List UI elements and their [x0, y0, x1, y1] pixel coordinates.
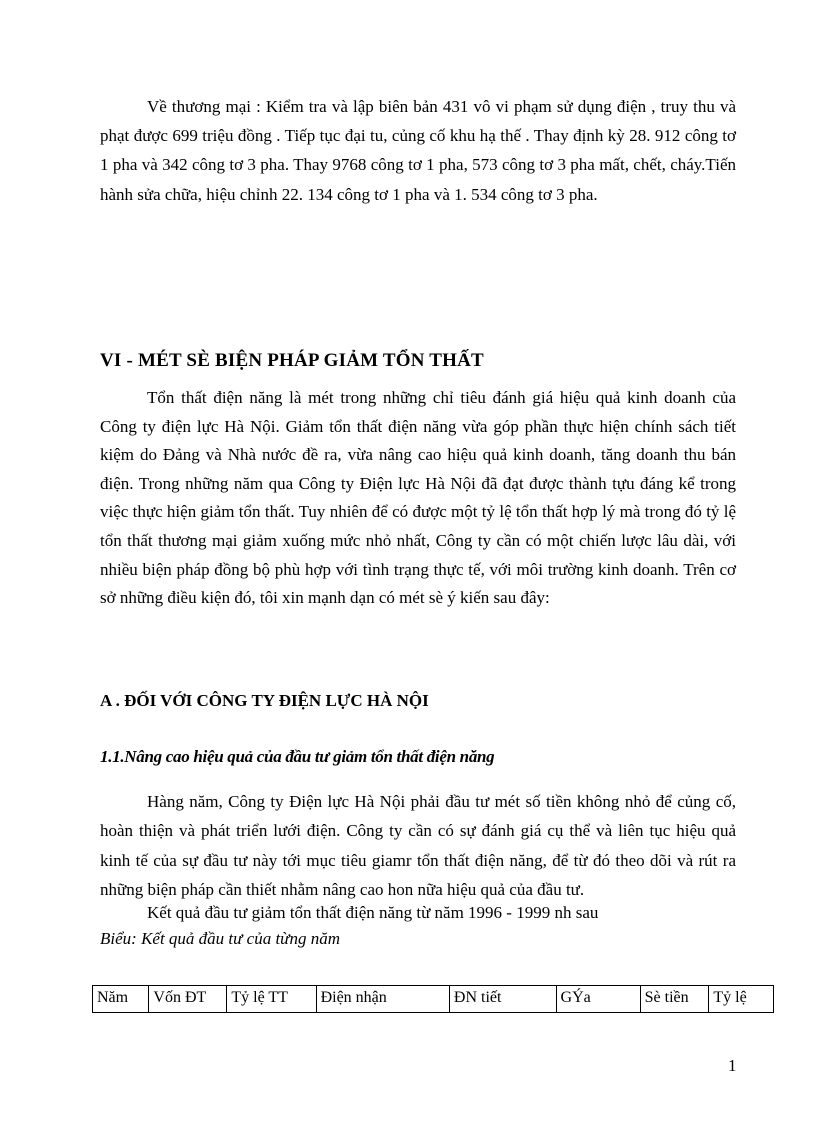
table-header-cell: Điện nhận: [316, 986, 449, 1013]
section-heading-a: A . ĐỐI VỚI CÔNG TY ĐIỆN LỰC HÀ NỘI: [100, 691, 429, 710]
paragraph-commerce: Về thương mại : Kiểm tra và lập biên bản 431 vô vi phạm sử dụng điện , truy thu và phạt được 699 triệu đồng . Tiếp tục đại tu, củng cố khu hạ thế . Thay định kỳ 28. 912 công tơ 1 pha và 342 công tơ 3 pha. Thay 9768 công tơ 1 pha, 573 công tơ 3 pha mất, chết, cháy.Tiến hành sửa chữa, hiệu chỉnh 22. 134 công tơ 1 pha và 1. 534 công tơ 3 pha.: [100, 97, 736, 204]
table-header-cell: Sè tiền: [640, 986, 709, 1013]
table-header-cell: GÝa: [556, 986, 640, 1013]
subsection-heading-1-1: 1.1.Nâng cao hiệu quả của đầu tư giảm tổn thất điện năng: [100, 747, 495, 766]
table-header-cell: Năm: [93, 986, 149, 1013]
page-number: 1: [728, 1056, 737, 1075]
table-header-cell: Tỷ lệ TT: [227, 986, 316, 1013]
result-intro-line: Kết quả đầu tư giảm tổn thất điện năng từ năm 1996 - 1999 nh sau: [147, 903, 599, 922]
table-caption: Biểu: Kết quả đầu tư của từng năm: [100, 929, 340, 948]
section-heading-vi: VI - MÉT SÈ BIỆN PHÁP GIẢM TỔN THẤT: [100, 350, 484, 371]
paragraph-investment: Hàng năm, Công ty Điện lực Hà Nội phải đầu tư mét số tiền không nhỏ để củng cố, hoàn thiện và phát triển lưới điện. Công ty cần có sự đánh giá cụ thể và liên tục hiệu quả kinh tế của sự đầu tư này tới mục tiêu giamr tổn thất điện năng, để từ đó theo dõi và rút ra những biện pháp cần thiết nhằm nâng cao hon nữa hiệu quả của đầu tư.: [100, 792, 736, 900]
table-header-cell: Tỷ lệ: [709, 986, 774, 1013]
paragraph-loss-intro: Tổn thất điện năng là mét trong những chỉ tiêu đánh giá hiệu quả kinh doanh của Công ty điện lực Hà Nội. Giảm tổn thất điện năng vừa góp phần thực hiện chính sách tiết kiệm do Đảng và Nhà nước đề ra, vừa nâng cao hiệu quả kinh doanh, tăng doanh thu bán điện. Trong những năm qua Công ty Điện lực Hà Nội đã đạt được thành tựu đáng kể trong việc thực hiện giảm tổn thất. Tuy nhiên để có được một tỷ lệ tổn thất hợp lý mà trong đó tỷ lệ tổn thất thương mại giảm xuống mức nhỏ nhất, Công ty cần có một chiến lược lâu dài, với nhiều biện pháp đồng bộ phù hợp với tình trạng thực tế, với môi trường kinh doanh. Trên cơ sở những điều kiện đó, tôi xin mạnh dạn có mét sè ý kiến sau đây:: [100, 388, 736, 608]
investment-results-table: [92, 985, 774, 1013]
table-header-row: [93, 986, 774, 1013]
table-header-cell: Vốn ĐT: [149, 986, 227, 1013]
table-header-cell: ĐN tiết: [449, 986, 556, 1013]
